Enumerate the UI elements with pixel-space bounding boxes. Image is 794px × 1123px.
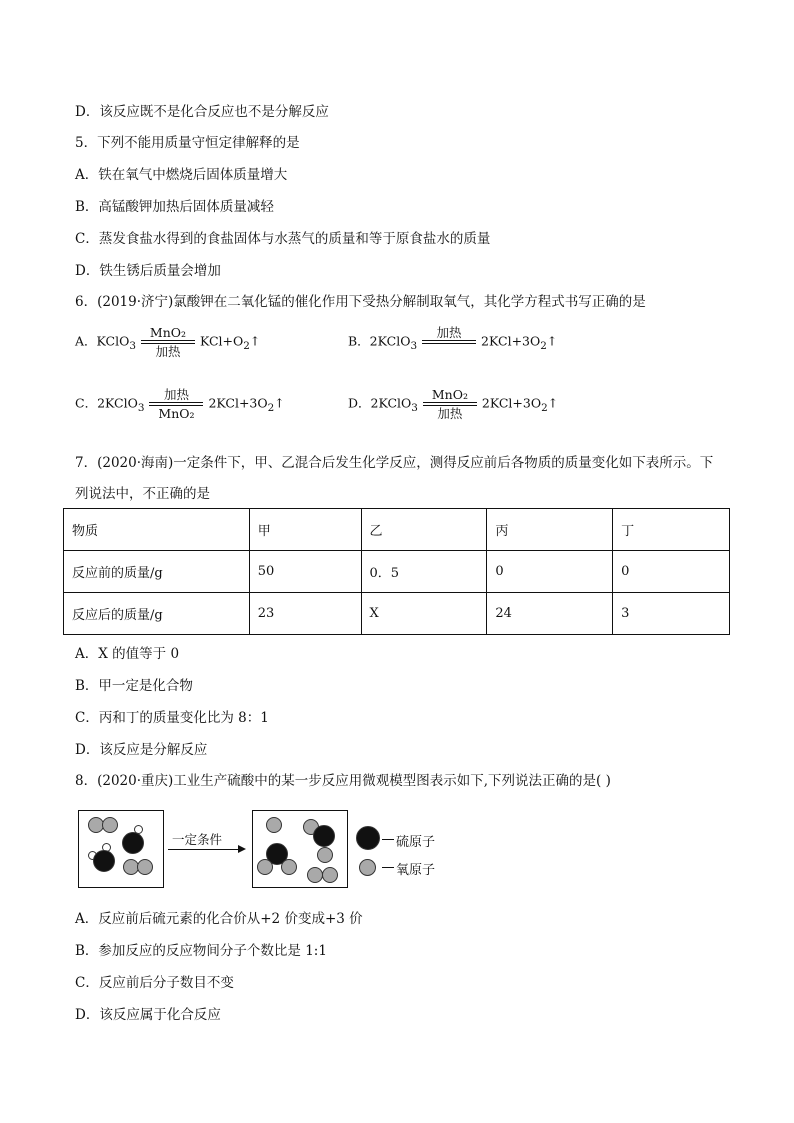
table-header-cell: 乙 (361, 509, 487, 551)
table-cell: 0 (487, 551, 613, 593)
q4-option-d: D．该反应既不是化合反应也不是分解反应 (75, 104, 329, 120)
oxygen-atom (266, 817, 282, 833)
table-cell: 0．5 (361, 551, 487, 593)
reaction-condition-label: 一定条件 (172, 832, 223, 847)
q7-option-b: B．甲一定是化合物 (75, 678, 193, 694)
table-header-cell: 甲 (249, 509, 361, 551)
mass-change-table (63, 508, 730, 635)
table-cell: 反应后的质量/g (64, 593, 250, 635)
arrow-head-icon (238, 845, 246, 853)
legend-sulfur-atom (356, 826, 380, 850)
sulfur-atom (313, 825, 335, 847)
q5-option-a: A．铁在氧气中燃烧后固体质量增大 (75, 167, 288, 183)
table-row (64, 551, 730, 593)
q8-option-b: B．参加反应的反应物间分子个数比是 1:1 (75, 943, 327, 959)
q8-option-c: C．反应前后分子数目不变 (75, 975, 234, 991)
table-header-cell: 物质 (64, 509, 250, 551)
table-cell: 23 (249, 593, 361, 635)
legend-line (382, 839, 394, 840)
question-5: 5．下列不能用质量守恒定律解释的是 (75, 135, 300, 151)
table-header-cell: 丁 (613, 509, 730, 551)
q7-option-a: A．X 的值等于 0 (75, 646, 180, 662)
question-8: 8．(2020·重庆)工业生产硫酸中的某一步反应用微观模型图表示如下,下列说法正确的是( ) (75, 773, 611, 789)
question-7-line-1: 7．(2020·海南)一定条件下，甲、乙混合后发生化学反应，测得反应前后各物质的质量变化如下表所示。下 (75, 455, 714, 471)
q6-option-d: D．2KClO$_3$ MnO₂ 加热 $2KCl+3O_2↑$ (348, 387, 559, 421)
q6-option-b: B．2KClO$_3$ 加热 $2KCl+3O_2↑$ (348, 325, 558, 352)
table-header-row (64, 509, 730, 551)
table-cell: 0 (613, 551, 730, 593)
q5-option-b: B．高锰酸钾加热后固体质量减轻 (75, 199, 274, 215)
sulfur-atom (93, 850, 115, 872)
table-cell: 反应前的质量/g (64, 551, 250, 593)
oxygen-atom (317, 847, 333, 863)
oxygen-atom (102, 817, 118, 833)
oxygen-atom (307, 867, 323, 883)
legend-oxygen-label: 氧原子 (396, 863, 436, 878)
q8-option-d: D．该反应属于化合反应 (75, 1007, 221, 1023)
table-row (64, 593, 730, 635)
table-header-cell: 丙 (487, 509, 613, 551)
q7-option-c: C．丙和丁的质量变化比为 8：1 (75, 710, 269, 726)
legend-sulfur-label: 硫原子 (396, 835, 436, 850)
sulfur-atom (122, 832, 144, 854)
question-7-line-2: 列说法中，不正确的是 (75, 486, 210, 502)
q7-option-d: D．该反应是分解反应 (75, 742, 208, 758)
table-cell: 50 (249, 551, 361, 593)
oxygen-atom (281, 859, 297, 875)
q8-option-a: A．反应前后硫元素的化合价从+2 价变成+3 价 (75, 911, 363, 927)
molecular-model-diagram (78, 810, 458, 890)
before-reaction-box (78, 810, 164, 888)
oxygen-atom (137, 859, 153, 875)
table-cell: 3 (613, 593, 730, 635)
q6-option-c: C．2KClO$_3$ 加热 MnO₂ $2KCl+3O_2↑$ (75, 387, 285, 421)
oxygen-atom (257, 859, 273, 875)
table-cell: X (361, 593, 487, 635)
after-reaction-box (252, 810, 348, 888)
table-cell: 24 (487, 593, 613, 635)
q6-option-a: A．KClO$_3$ MnO₂ 加热 $KCl+O_2↑$ (75, 325, 261, 359)
legend-line (382, 867, 394, 868)
oxygen-atom (322, 867, 338, 883)
q5-option-d: D．铁生锈后质量会增加 (75, 263, 221, 279)
legend-oxygen-atom (359, 859, 376, 876)
question-6: 6．(2019·济宁)氯酸钾在二氧化锰的催化作用下受热分解制取氧气，其化学方程式书写正确的是 (75, 294, 646, 310)
q5-option-c: C．蒸发食盐水得到的食盐固体与水蒸气的质量和等于原食盐水的质量 (75, 231, 491, 247)
reaction-arrow (168, 849, 242, 850)
